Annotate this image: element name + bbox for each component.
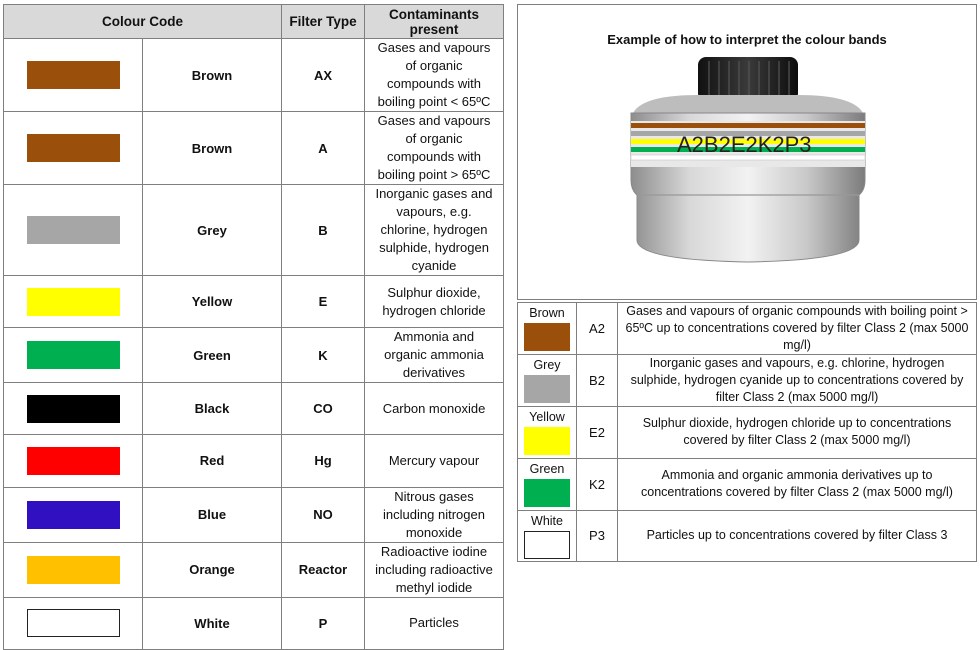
colour-name: White bbox=[143, 597, 282, 649]
swatch-cell bbox=[4, 328, 143, 383]
legend-colour-cell bbox=[518, 303, 577, 355]
band-brown bbox=[631, 123, 865, 128]
filter-type: B bbox=[282, 185, 365, 276]
swatch-cell bbox=[4, 39, 143, 112]
swatch-cell bbox=[4, 383, 143, 435]
contaminants: Ammonia and organic ammonia derivatives bbox=[365, 328, 504, 383]
colour-row bbox=[4, 383, 504, 435]
contaminants: Gases and vapours of organic compounds with boiling point < 65ºC bbox=[365, 39, 504, 112]
legend-code: A2 bbox=[577, 303, 618, 355]
colour-name: Brown bbox=[143, 112, 282, 185]
legend-description: Sulphur dioxide, hydrogen chloride up to concentrations covered by filter Class 2 (max 5000 mg/l) bbox=[618, 407, 977, 459]
legend-swatch bbox=[524, 531, 570, 559]
colour-swatch bbox=[27, 288, 120, 316]
colour-swatch bbox=[27, 609, 120, 637]
legend-swatch bbox=[524, 323, 570, 351]
legend-description: Particles up to concentrations covered by filter Class 3 bbox=[618, 510, 977, 562]
colour-swatch bbox=[27, 395, 120, 423]
filter-type: A bbox=[282, 112, 365, 185]
legend-description: Gases and vapours of organic compounds with boiling point > 65ºC up to concentrations covered by filter Class 2 (max 5000 mg/l) bbox=[618, 303, 977, 355]
filter-canister-illustration bbox=[623, 55, 873, 267]
legend-row bbox=[518, 407, 977, 459]
colour-row bbox=[4, 276, 504, 328]
filter-code-label: A2B2E2K2P3 bbox=[677, 132, 812, 157]
example-image-box bbox=[517, 4, 977, 300]
colour-name: Black bbox=[143, 383, 282, 435]
filter-type: Hg bbox=[282, 435, 365, 487]
colour-swatch bbox=[27, 216, 120, 244]
colour-swatch bbox=[27, 341, 120, 369]
swatch-cell bbox=[4, 487, 143, 542]
example-panel bbox=[517, 4, 977, 561]
legend-code: B2 bbox=[577, 355, 618, 407]
colour-name: Green bbox=[143, 328, 282, 383]
filter-type: P bbox=[282, 597, 365, 649]
colour-row bbox=[4, 328, 504, 383]
legend-row bbox=[518, 355, 977, 407]
filter-type: E bbox=[282, 276, 365, 328]
filter-type: CO bbox=[282, 383, 365, 435]
colour-name: Brown bbox=[143, 39, 282, 112]
legend-description: Inorganic gases and vapours, e.g. chlorine, hydrogen sulphide, hydrogen cyanide up to concentrations covered by filter Class 2 (max 5000 mg/l) bbox=[618, 355, 977, 407]
contaminants: Nitrous gases including nitrogen monoxide bbox=[365, 487, 504, 542]
contaminants: Particles bbox=[365, 597, 504, 649]
legend-colour-cell bbox=[518, 355, 577, 407]
colour-swatch bbox=[27, 447, 120, 475]
legend-swatch bbox=[524, 427, 570, 455]
legend-code: K2 bbox=[577, 458, 618, 510]
legend-code: P3 bbox=[577, 510, 618, 562]
filter-type: NO bbox=[282, 487, 365, 542]
filter-type: AX bbox=[282, 39, 365, 112]
legend-colour-name: Green bbox=[529, 461, 565, 476]
swatch-cell bbox=[4, 435, 143, 487]
colour-row bbox=[4, 487, 504, 542]
colour-swatch bbox=[27, 61, 120, 89]
header-contaminants: Contaminants present bbox=[365, 5, 504, 39]
colour-row bbox=[4, 435, 504, 487]
swatch-cell bbox=[4, 276, 143, 328]
filter-cap bbox=[698, 57, 798, 101]
legend-colour-name: White bbox=[531, 513, 563, 528]
colour-swatch bbox=[27, 556, 120, 584]
contaminants: Inorganic gases and vapours, e.g. chlorine, hydrogen sulphide, hydrogen cyanide bbox=[365, 185, 504, 276]
colour-row bbox=[4, 112, 504, 185]
legend-colour-name: Grey bbox=[533, 358, 561, 372]
legend-row bbox=[518, 510, 977, 562]
header-filter-type: Filter Type bbox=[282, 5, 365, 39]
legend-description: Ammonia and organic ammonia derivatives up to concentrations covered by filter Class 2 (max 5000 mg/l) bbox=[618, 458, 977, 510]
swatch-cell bbox=[4, 542, 143, 597]
header-colour-code: Colour Code bbox=[4, 5, 282, 39]
legend-swatch bbox=[524, 479, 570, 507]
colour-row bbox=[4, 542, 504, 597]
contaminants: Carbon monoxide bbox=[365, 383, 504, 435]
colour-swatch bbox=[27, 134, 120, 162]
legend-row bbox=[518, 303, 977, 355]
colour-row bbox=[4, 39, 504, 112]
colour-name: Grey bbox=[143, 185, 282, 276]
example-title: Example of how to interpret the colour bands bbox=[607, 32, 887, 47]
legend-colour-name: Yellow bbox=[529, 410, 565, 424]
contaminants: Radioactive iodine including radioactive methyl iodide bbox=[365, 542, 504, 597]
legend-colour-cell bbox=[518, 510, 577, 562]
colour-name: Blue bbox=[143, 487, 282, 542]
contaminants: Gases and vapours of organic compounds with boiling point > 65ºC bbox=[365, 112, 504, 185]
contaminants: Sulphur dioxide, hydrogen chloride bbox=[365, 276, 504, 328]
colour-code-table-header bbox=[4, 5, 504, 39]
colour-code-table bbox=[3, 4, 504, 650]
colour-row bbox=[4, 185, 504, 276]
colour-row bbox=[4, 597, 504, 649]
example-legend-table bbox=[517, 302, 977, 562]
contaminants: Mercury vapour bbox=[365, 435, 504, 487]
legend-code: E2 bbox=[577, 407, 618, 459]
legend-swatch bbox=[524, 375, 570, 403]
swatch-cell bbox=[4, 112, 143, 185]
colour-name: Yellow bbox=[143, 276, 282, 328]
swatch-cell bbox=[4, 185, 143, 276]
legend-colour-name: Brown bbox=[529, 306, 565, 320]
filter-type: Reactor bbox=[282, 542, 365, 597]
swatch-cell bbox=[4, 597, 143, 649]
colour-swatch bbox=[27, 501, 120, 529]
legend-colour-cell bbox=[518, 458, 577, 510]
colour-name: Orange bbox=[143, 542, 282, 597]
colour-name: Red bbox=[143, 435, 282, 487]
legend-row bbox=[518, 458, 977, 510]
filter-type: K bbox=[282, 328, 365, 383]
legend-colour-cell bbox=[518, 407, 577, 459]
filter-shoulder bbox=[633, 95, 863, 113]
